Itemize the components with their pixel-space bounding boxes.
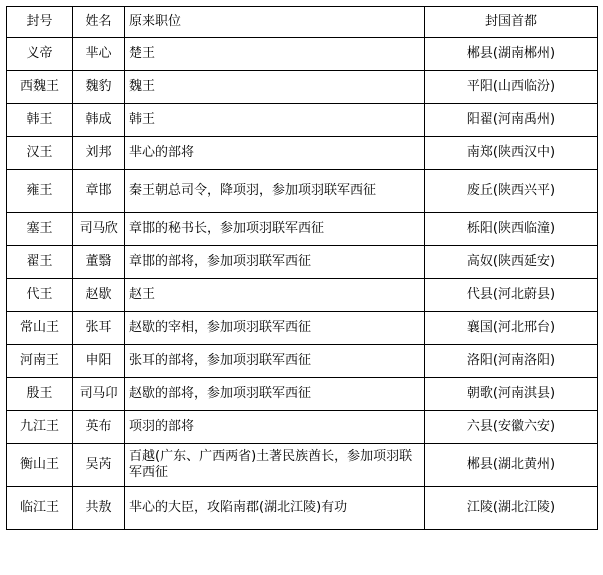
cell-capital: 江陵(湖北江陵)	[425, 487, 598, 530]
cell-name: 英布	[73, 411, 125, 444]
table-row	[7, 378, 598, 411]
cell-capital: 郴县(湖北黄州)	[425, 444, 598, 487]
cell-capital: 襄国(河北邢台)	[425, 312, 598, 345]
cell-post: 章邯的秘书长，参加项羽联军西征	[125, 213, 425, 246]
cell-post: 楚王	[125, 38, 425, 71]
table-row	[7, 444, 598, 487]
cell-post: 秦王朝总司令，降项羽，参加项羽联军西征	[125, 170, 425, 213]
cell-name: 吴芮	[73, 444, 125, 487]
table-row	[7, 345, 598, 378]
table-row	[7, 312, 598, 345]
cell-name: 共敖	[73, 487, 125, 530]
cell-post: 赵歇的部将，参加项羽联军西征	[125, 378, 425, 411]
table-row	[7, 137, 598, 170]
cell-capital: 废丘(陕西兴平)	[425, 170, 598, 213]
cell-post: 章邯的部将，参加项羽联军西征	[125, 246, 425, 279]
cell-title: 衡山王	[7, 444, 73, 487]
cell-title: 义帝	[7, 38, 73, 71]
cell-name: 申阳	[73, 345, 125, 378]
cell-capital: 洛阳(河南洛阳)	[425, 345, 598, 378]
cell-title: 西魏王	[7, 71, 73, 104]
cell-title: 殷王	[7, 378, 73, 411]
cell-post: 芈心的部将	[125, 137, 425, 170]
table-row	[7, 71, 598, 104]
table-row	[7, 246, 598, 279]
cell-name: 章邯	[73, 170, 125, 213]
cell-post: 芈心的大臣，攻陷南郡(湖北江陵)有功	[125, 487, 425, 530]
cell-post: 魏王	[125, 71, 425, 104]
cell-title: 临江王	[7, 487, 73, 530]
table-row	[7, 487, 598, 530]
cell-capital: 阳翟(河南禹州)	[425, 104, 598, 137]
header-cell-name: 姓名	[73, 7, 125, 38]
cell-name: 魏豹	[73, 71, 125, 104]
cell-title: 塞王	[7, 213, 73, 246]
cell-name: 董翳	[73, 246, 125, 279]
cell-name: 司马欣	[73, 213, 125, 246]
table-row	[7, 213, 598, 246]
table-row	[7, 104, 598, 137]
cell-name: 芈心	[73, 38, 125, 71]
cell-title: 汉王	[7, 137, 73, 170]
cell-title: 翟王	[7, 246, 73, 279]
cell-title: 河南王	[7, 345, 73, 378]
table-row	[7, 170, 598, 213]
cell-post: 赵歇的宰相，参加项羽联军西征	[125, 312, 425, 345]
cell-name: 张耳	[73, 312, 125, 345]
cell-capital: 栎阳(陕西临潼)	[425, 213, 598, 246]
table-header-row	[7, 7, 598, 38]
cell-title: 代王	[7, 279, 73, 312]
fief-table	[6, 6, 598, 530]
cell-name: 刘邦	[73, 137, 125, 170]
table-row	[7, 411, 598, 444]
cell-title: 九江王	[7, 411, 73, 444]
cell-post: 张耳的部将，参加项羽联军西征	[125, 345, 425, 378]
cell-post: 赵王	[125, 279, 425, 312]
cell-capital: 代县(河北蔚县)	[425, 279, 598, 312]
cell-post: 百越(广东、广西两省)土著民族酋长，参加项羽联军西征	[125, 444, 425, 487]
cell-post: 韩王	[125, 104, 425, 137]
cell-name: 赵歇	[73, 279, 125, 312]
cell-title: 常山王	[7, 312, 73, 345]
table-row	[7, 279, 598, 312]
cell-post: 项羽的部将	[125, 411, 425, 444]
header-cell-title: 封号	[7, 7, 73, 38]
cell-capital: 六县(安徽六安)	[425, 411, 598, 444]
header-cell-capital: 封国首都	[425, 7, 598, 38]
cell-capital: 南郑(陕西汉中)	[425, 137, 598, 170]
cell-name: 韩成	[73, 104, 125, 137]
table-row	[7, 38, 598, 71]
cell-capital: 朝歌(河南淇县)	[425, 378, 598, 411]
cell-name: 司马卬	[73, 378, 125, 411]
header-cell-post: 原来职位	[125, 7, 425, 38]
cell-capital: 郴县(湖南郴州)	[425, 38, 598, 71]
cell-title: 韩王	[7, 104, 73, 137]
cell-capital: 高奴(陕西延安)	[425, 246, 598, 279]
cell-title: 雍王	[7, 170, 73, 213]
cell-capital: 平阳(山西临汾)	[425, 71, 598, 104]
